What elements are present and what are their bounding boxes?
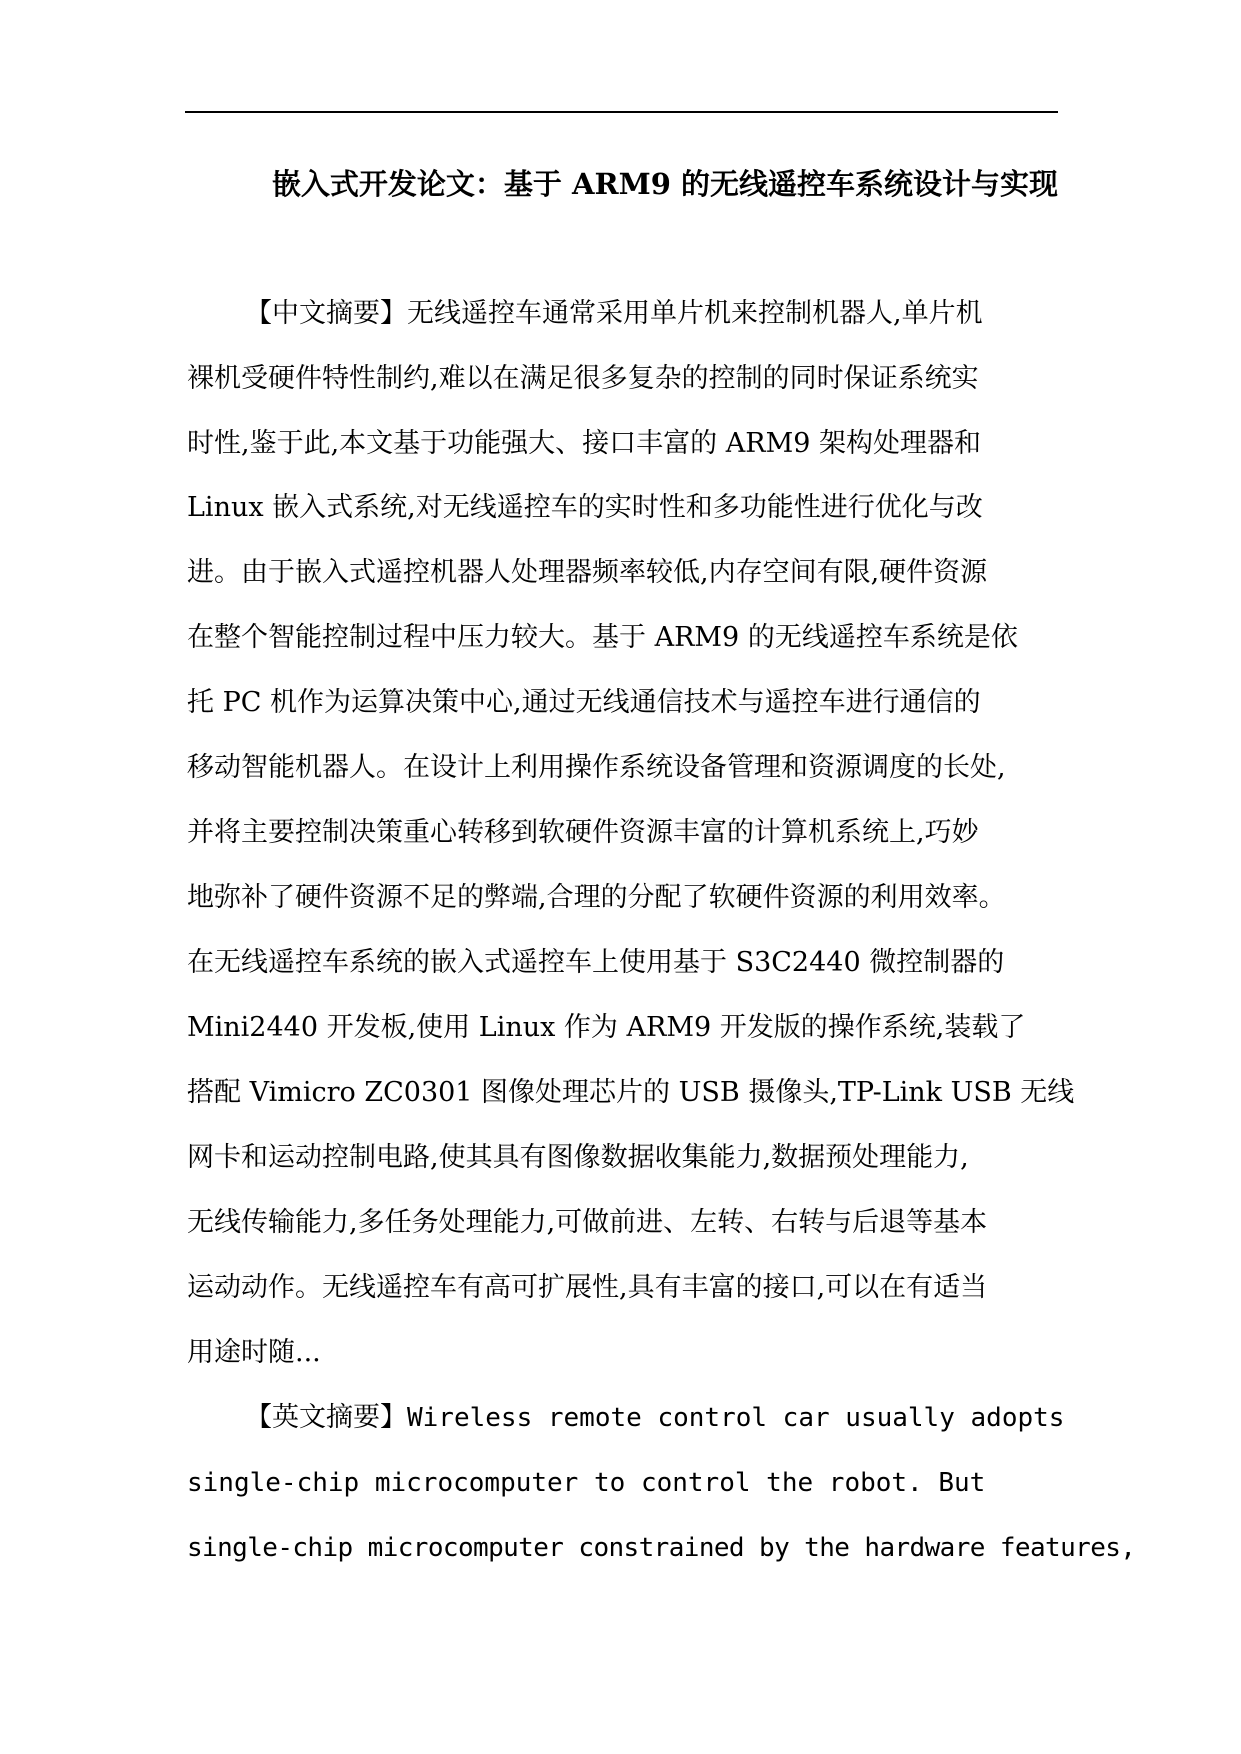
abstract-cn-line: 裸机受硬件特性制约,难以在满足很多复杂的控制的同时保证系统实	[187, 363, 979, 394]
abstract-cn-line: 无线传输能力,多任务处理能力,可做前进、左转、右转与后退等基本	[187, 1207, 988, 1238]
abstract-cn-label: 【中文摘要】	[245, 298, 407, 329]
abstract-cn-line: 托 PC 机作为运算决策中心,通过无线通信技术与遥控车进行通信的	[187, 687, 981, 718]
abstract-cn-line: 时性,鉴于此,本文基于功能强大、接口丰富的 ARM9 架构处理器和	[187, 428, 981, 459]
abstract-cn-line	[245, 290, 1125, 338]
abstract-cn-line: 移动智能机器人。在设计上利用操作系统设备管理和资源调度的长处,	[187, 752, 1006, 783]
abstract-cn-line: 网卡和运动控制电路,使其具有图像数据收集能力,数据预处理能力,	[187, 1142, 969, 1173]
abstract-cn-line: 并将主要控制决策重心转移到软硬件资源丰富的计算机系统上,巧妙	[187, 817, 979, 848]
abstract-cn-line: Linux 嵌入式系统,对无线遥控车的实时性和多功能性进行优化与改	[187, 492, 983, 523]
abstract-cn-line: Mini2440 开发板,使用 Linux 作为 ARM9 开发版的操作系统,装载了	[187, 1012, 1026, 1043]
abstract-en-line: single-chip microcomputer to control the robot. But	[187, 1468, 986, 1498]
abstract-en-text: Wireless remote control car usually adopts	[407, 1403, 1065, 1433]
abstract-cn-line: 运动动作。无线遥控车有高可扩展性,具有丰富的接口,可以在有适当	[187, 1272, 988, 1303]
abstract-en-line	[245, 1394, 1125, 1442]
abstract-cn-line: 搭配 Vimicro ZC0301 图像处理芯片的 USB 摄像头,TP-Link USB 无线	[187, 1077, 1075, 1108]
header-rule	[185, 111, 1058, 113]
abstract-cn-text: 无线遥控车通常采用单片机来控制机器人,单片机	[407, 298, 983, 329]
abstract-cn-line: 进。由于嵌入式遥控机器人处理器频率较低,内存空间有限,硬件资源	[187, 557, 988, 588]
abstract-cn-line: 地弥补了硬件资源不足的弊端,合理的分配了软硬件资源的利用效率。	[187, 882, 1006, 913]
abstract-en-line: single-chip microcomputer constrained by the hardware features,	[187, 1533, 1136, 1563]
abstract-en-label: 【英文摘要】	[245, 1402, 407, 1433]
paper-title: 嵌入式开发论文：基于 ARM9 的无线遥控车系统设计与实现	[271, 167, 1058, 201]
abstract-cn-line: 用途时随...	[187, 1337, 321, 1368]
abstract-cn-line: 在整个智能控制过程中压力较大。基于 ARM9 的无线遥控车系统是依	[187, 622, 1018, 653]
abstract-cn-line: 在无线遥控车系统的嵌入式遥控车上使用基于 S3C2440 微控制器的	[187, 947, 1005, 978]
